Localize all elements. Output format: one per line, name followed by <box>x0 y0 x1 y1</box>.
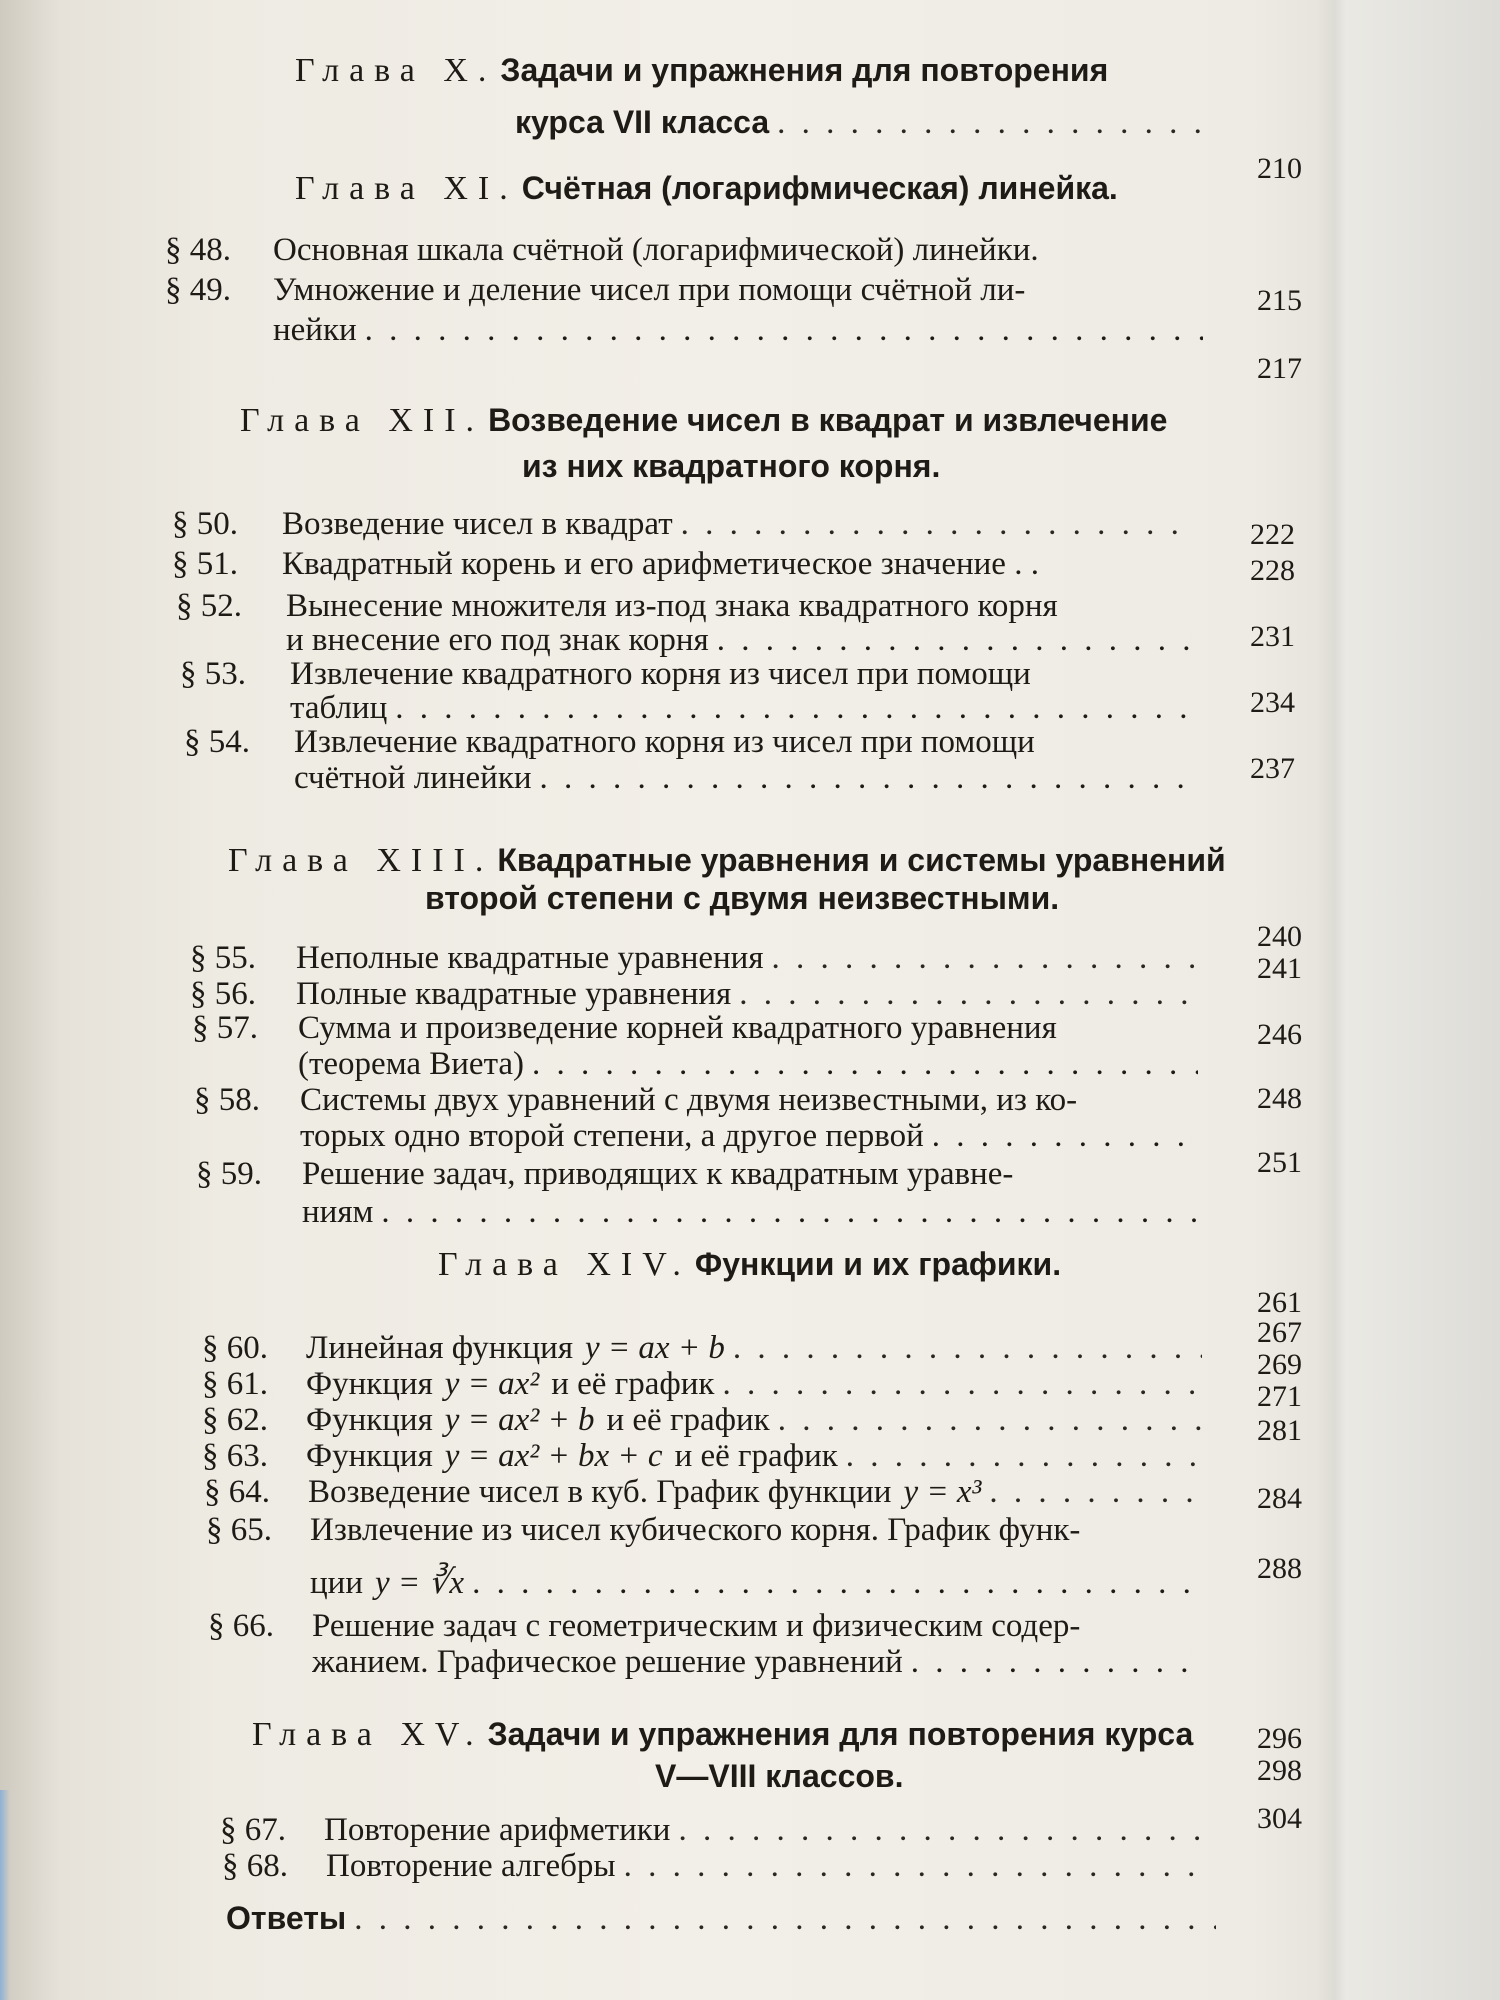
section-number: § 68. <box>222 1848 288 1884</box>
leader-dots <box>911 1644 1202 1681</box>
toc-entry-continuation <box>294 760 1196 797</box>
entry-text: жанием. Графическое решение уравнений <box>312 1644 903 1680</box>
chapter-label: Глава XI. <box>295 170 518 207</box>
entry-text: Возведение чисел в квадрат <box>282 506 673 542</box>
page-number: 240 <box>1257 920 1302 953</box>
leader-dots <box>678 1812 1210 1849</box>
leader-dots <box>472 1565 1200 1602</box>
toc-entry <box>180 656 1205 693</box>
toc-entry-answers <box>226 1900 1216 1938</box>
page-number: 234 <box>1250 686 1295 719</box>
entry-text: Основная шкала счётной (логарифмической) линейки. <box>273 232 1039 268</box>
toc-entry <box>165 232 1215 269</box>
chapter-heading-xiii-line2 <box>425 880 1059 917</box>
entry-text: нейки <box>273 312 357 348</box>
entry-text: счётной линейки <box>294 760 532 796</box>
formula: y = ax² <box>444 1366 540 1402</box>
chapter-title: второй степени с двумя неизвестными. <box>425 880 1060 916</box>
page-number: 237 <box>1250 752 1295 785</box>
page-number: 288 <box>1257 1552 1302 1585</box>
entry-text: Извлечение из чисел кубического корня. График функ- <box>310 1512 1081 1548</box>
section-number: § 52. <box>176 588 242 624</box>
page-number: 261 <box>1257 1286 1302 1319</box>
entry-text: Возведение чисел в куб. График функции <box>308 1474 892 1510</box>
leader-dots <box>624 1848 1212 1885</box>
page-number: 210 <box>1257 152 1302 185</box>
leader-dots <box>722 1366 1202 1403</box>
chapter-heading-x <box>295 52 1108 90</box>
chapter-title: курса VII класса <box>515 104 770 140</box>
leader-dots <box>532 1046 1198 1083</box>
entry-text: и её график <box>551 1366 715 1402</box>
leader-dots <box>354 1901 1216 1938</box>
chapter-title: V—VIII классов. <box>655 1758 904 1794</box>
toc-entry <box>190 976 1200 1013</box>
page-number: 298 <box>1257 1754 1302 1787</box>
formula: y = ax² + b <box>444 1402 595 1438</box>
chapter-title: Возведение чисел в квадрат и извлечение <box>488 402 1168 438</box>
entry-text: Ответы <box>226 1900 347 1936</box>
entry-text: Умножение и деление чисел при помощи счётной ли- <box>273 272 1026 308</box>
section-number: § 63. <box>202 1438 268 1474</box>
entry-text: Квадратный корень и его арифметическое значение . . <box>282 546 1039 582</box>
chapter-title: Счётная (логарифмическая) линейка. <box>521 170 1118 206</box>
leader-dots <box>846 1438 1202 1475</box>
section-number: § 55. <box>190 940 256 976</box>
leader-dots <box>733 1330 1202 1367</box>
toc-entry <box>202 1330 1202 1367</box>
entry-text: Неполные квадратные уравнения <box>296 940 764 976</box>
chapter-heading-xv-line2 <box>655 1758 903 1795</box>
leader-dots <box>932 1118 1198 1155</box>
chapter-heading-xi <box>295 170 1118 208</box>
toc-entry <box>202 1438 1202 1475</box>
chapter-title: Задачи и упражнения для повторения курса <box>487 1716 1194 1752</box>
chapter-heading-xiv <box>438 1246 1061 1284</box>
formula: y = ∛x <box>374 1565 465 1601</box>
section-number: § 56. <box>190 976 256 1012</box>
chapter-title: Квадратные уравнения и системы уравнений <box>497 842 1226 878</box>
chapter-label: Глава X. <box>295 52 497 89</box>
page-number: 217 <box>1257 352 1302 385</box>
chapter-title: Задачи и упражнения для повторения <box>500 52 1109 88</box>
entry-text: и её график <box>606 1402 770 1438</box>
section-number: § 59. <box>196 1156 262 1192</box>
leader-dots <box>739 976 1200 1013</box>
toc-entry <box>172 506 1197 543</box>
entry-text: Функция <box>306 1438 433 1474</box>
toc-entry <box>204 1474 1204 1511</box>
section-number: § 67. <box>220 1812 286 1848</box>
page-number: 271 <box>1257 1380 1302 1413</box>
page-number: 284 <box>1257 1482 1302 1515</box>
section-number: § 53. <box>180 656 246 692</box>
entry-text: Повторение арифметики <box>324 1812 671 1848</box>
entry-text: торых одно второй степени, а другое первой <box>300 1118 924 1154</box>
formula: y = ax² + bx + c <box>444 1438 663 1474</box>
toc-entry-continuation <box>312 1644 1202 1681</box>
toc-entry <box>222 1848 1212 1885</box>
chapter-heading-xii <box>240 402 1167 440</box>
section-number: § 65. <box>206 1512 272 1548</box>
section-number: § 58. <box>194 1082 260 1118</box>
toc-entry <box>190 940 1200 977</box>
page-number: 281 <box>1257 1414 1302 1447</box>
toc-entry <box>220 1812 1210 1849</box>
leader-dots <box>778 1402 1202 1439</box>
entry-text: Извлечение квадратного корня из чисел при помощи <box>290 656 1031 692</box>
entry-text: Линейная функция <box>306 1330 573 1366</box>
entry-text: Извлечение квадратного корня из чисел при помощи <box>294 724 1035 760</box>
entry-text: Функция <box>306 1366 433 1402</box>
toc-entry-continuation <box>286 622 1196 659</box>
toc-entry <box>202 1402 1202 1439</box>
entry-text: Полные квадратные уравнения <box>296 976 732 1012</box>
section-number: § 54. <box>184 724 250 760</box>
formula: y = ax + b <box>585 1330 725 1366</box>
page-number: 296 <box>1257 1722 1302 1755</box>
chapter-label: Глава XIII. <box>228 842 494 879</box>
section-number: § 61. <box>202 1366 268 1402</box>
page-number: 241 <box>1257 952 1302 985</box>
leader-dots <box>540 760 1196 797</box>
page-number: 267 <box>1257 1316 1302 1349</box>
page-number: 215 <box>1257 284 1302 317</box>
page-number: 231 <box>1250 620 1295 653</box>
page-number: 304 <box>1257 1802 1302 1835</box>
entry-text: Сумма и произведение корней квадратного уравнения <box>298 1010 1057 1046</box>
leader-dots <box>989 1474 1204 1511</box>
leader-dots <box>717 622 1196 659</box>
entry-text: Решение задач с геометрическим и физическим содер- <box>312 1608 1081 1644</box>
toc-entry-continuation <box>298 1046 1198 1083</box>
chapter-label: Глава XV. <box>252 1716 484 1753</box>
formula: y = x³ <box>903 1474 982 1510</box>
section-number: § 49. <box>165 272 231 308</box>
leader-dots <box>365 312 1203 349</box>
entry-text: и её график <box>674 1438 838 1474</box>
toc-entry-continuation <box>290 690 1196 727</box>
chapter-title-line <box>515 104 1205 142</box>
toc-entry <box>208 1608 1208 1645</box>
section-number: § 50. <box>172 506 238 542</box>
section-number: § 48. <box>165 232 231 268</box>
leader-dots <box>681 506 1197 543</box>
page-number: 222 <box>1250 518 1295 551</box>
toc-entry-continuation <box>300 1118 1198 1155</box>
entry-text: и внесение его под знак корня <box>286 622 709 658</box>
section-number: § 51. <box>172 546 238 582</box>
chapter-label: Глава XIV. <box>438 1246 691 1283</box>
page-number: 269 <box>1257 1348 1302 1381</box>
entry-text: таблиц <box>290 690 388 726</box>
toc-entry <box>192 1010 1202 1047</box>
leader-dots <box>395 690 1196 727</box>
entry-text: (теорема Виета) <box>298 1046 525 1082</box>
chapter-heading-xv <box>252 1716 1193 1754</box>
toc-entry <box>202 1366 1202 1403</box>
chapter-heading-xii-line2 <box>522 448 940 485</box>
leader-dots <box>772 940 1201 977</box>
toc-entry <box>184 724 1204 761</box>
chapter-title: из них квадратного корня. <box>522 448 941 484</box>
page-number: 248 <box>1257 1082 1302 1115</box>
toc-entry <box>196 1156 1206 1193</box>
section-number: § 60. <box>202 1330 268 1366</box>
entry-text: Системы двух уравнений с двумя неизвестными, из ко- <box>300 1082 1078 1118</box>
toc-entry <box>194 1082 1204 1119</box>
entry-text: Функция <box>306 1402 433 1438</box>
page-number: 228 <box>1250 554 1295 587</box>
leader-dots <box>381 1194 1198 1231</box>
toc-entry <box>176 588 1201 625</box>
section-number: § 57. <box>192 1010 258 1046</box>
toc-entry <box>165 272 1215 309</box>
toc-entry-continuation <box>302 1194 1198 1231</box>
section-number: § 62. <box>202 1402 268 1438</box>
leader-dots <box>777 105 1205 142</box>
chapter-title: Функции и их графики. <box>694 1246 1062 1282</box>
toc-entry <box>206 1512 1206 1549</box>
entry-text: Повторение алгебры <box>326 1848 616 1884</box>
toc-entry-continuation <box>310 1562 1200 1602</box>
entry-text: Вынесение множителя из-под знака квадратного корня <box>286 588 1058 624</box>
entry-text: ниям <box>302 1194 374 1230</box>
page-number: 246 <box>1257 1018 1302 1051</box>
section-number: § 66. <box>208 1608 274 1644</box>
chapter-heading-xiii <box>228 842 1226 880</box>
toc-entry <box>172 546 1197 583</box>
entry-text: ции <box>310 1565 363 1601</box>
toc-entry-continuation <box>273 312 1203 349</box>
section-number: § 64. <box>204 1474 270 1510</box>
entry-text: Решение задач, приводящих к квадратным уравне- <box>302 1156 1014 1192</box>
chapter-label: Глава XII. <box>240 402 485 439</box>
page-number: 251 <box>1257 1146 1302 1179</box>
